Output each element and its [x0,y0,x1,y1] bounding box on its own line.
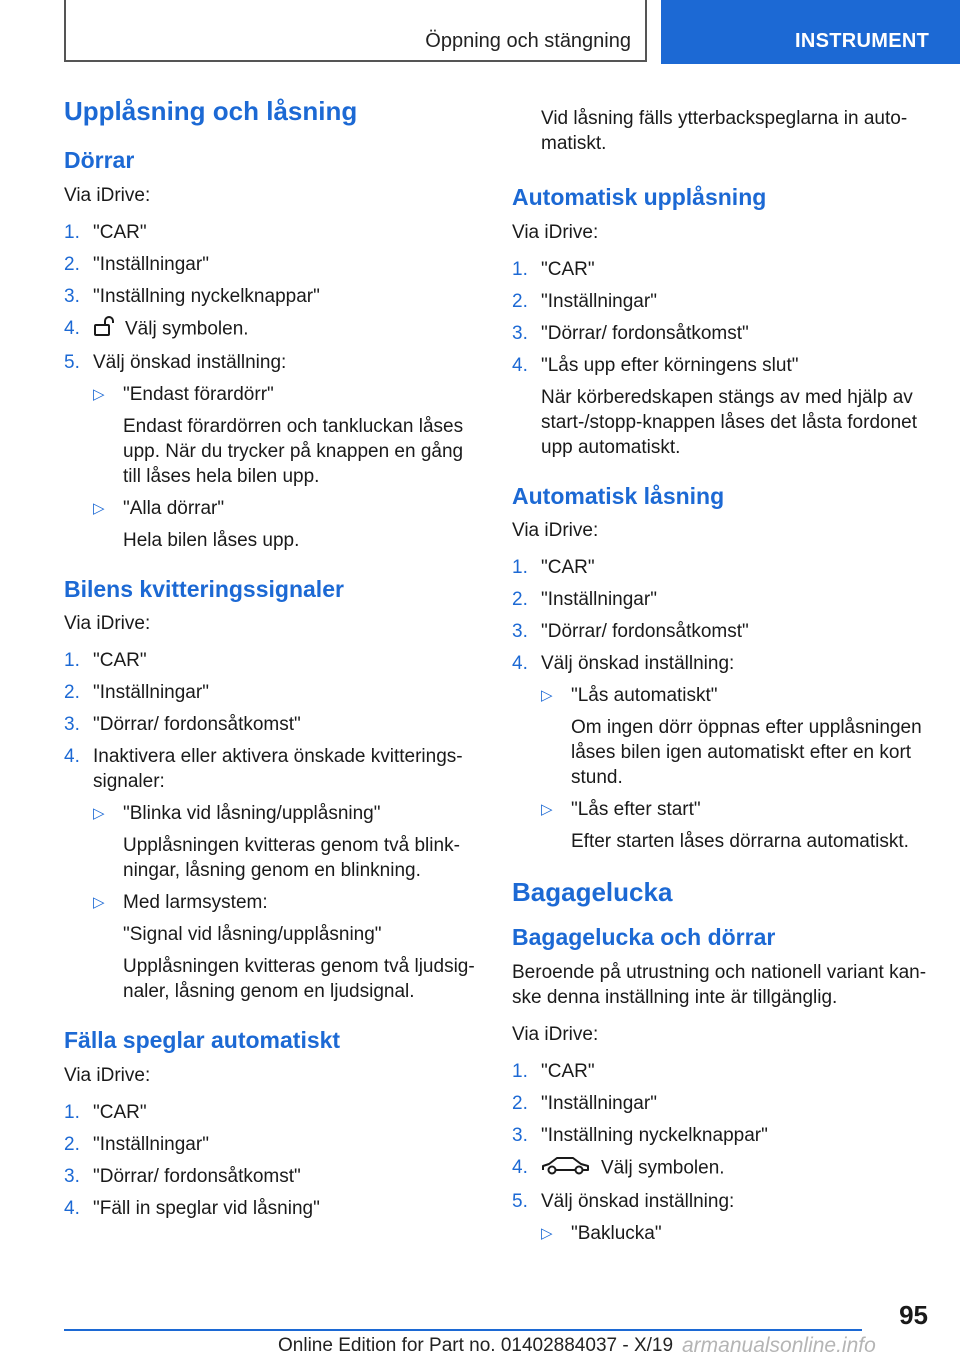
section-heading-auto-lasning: Automatisk låsning [512,482,725,509]
list-item [64,1164,480,1189]
car-icon [541,1155,591,1182]
list-item [64,1196,480,1221]
list-item [512,555,932,580]
step-text: Välj önskad inställning: [93,351,287,373]
list-item [512,1059,932,1084]
step-number: 4. [64,746,80,768]
list-item [64,744,480,1004]
step-note: När körberedskapen stängs av med hjälp av start-/stopp-knappen låses det låsta fordonet upp automatiskt. [541,386,918,458]
list-item [512,1155,932,1182]
right-column [512,106,932,1253]
chapter-tab[interactable]: INSTRUMENT [661,0,960,64]
section-heading-kvittering: Bilens kvitteringssignaler [64,575,344,602]
via-idrive: Via iDrive: [512,520,599,542]
option-item [541,683,932,790]
option-label: "Alla dörrar" [123,497,225,519]
step-text: "Inställningar" [93,682,209,704]
page-title: Upplåsning och låsning [64,96,358,126]
bullet-icon: ▷ [541,1224,553,1242]
page-number: 95 [899,1300,928,1330]
section-heading-auto-upplasning: Automatisk upplåsning [512,184,767,210]
list-item [64,1100,480,1125]
option-item [541,797,932,854]
step-number: 5. [512,1190,528,1212]
step-number: 2. [512,589,528,611]
list-item [64,284,480,309]
option-label: "Baklucka" [571,1222,662,1244]
section-heading-bagagelucka: Bagagelucka och dörrar [512,924,776,951]
via-idrive: Via iDrive: [64,184,151,206]
step-text: "CAR" [541,557,595,579]
step-number: 4. [64,1197,80,1219]
edition-text: Online Edition for Part no. 01402884037 - X/19 [278,1335,674,1356]
option-item [93,801,480,883]
option-item [93,890,480,1004]
steps-list [512,555,932,854]
via-idrive: Via iDrive: [64,1064,151,1086]
list-item [64,648,480,673]
step-number: 2. [64,1133,80,1155]
list-item [64,220,480,245]
step-text: Inaktivera eller aktivera önskade kvitteringssignaler: [93,746,463,793]
step-number: 2. [512,1092,528,1114]
steps-list [64,1100,480,1221]
step-number: 3. [64,714,80,736]
list-item [64,680,480,705]
option-desc: Efter starten låses dörrarna automatiskt. [571,831,909,853]
bullet-icon: ▷ [541,801,553,819]
left-column [64,96,480,1228]
step-text: "Dörrar/ fordonsåtkomst" [93,714,301,736]
step-number: 1. [512,1060,528,1082]
body-text: Beroende på utrustning och nationell variant kanske denna inställning inte är tillgänglig. [512,961,927,1008]
step-number: 3. [512,322,528,344]
bullet-icon: ▷ [93,894,105,912]
option-label: "Endast förardörr" [123,383,274,405]
list-item [512,1189,932,1246]
list-item [512,321,932,346]
step-text: "Dörrar/ fordonsåtkomst" [541,621,749,643]
step-number: 5. [64,351,80,373]
via-idrive: Via iDrive: [512,1023,599,1045]
list-item [64,252,480,277]
step-text: Välj önskad inställning: [541,1190,735,1212]
header-frame [64,0,647,62]
step-number: 4. [512,653,528,675]
step-text: "Inställningar" [93,253,209,275]
option-label: "Lås efter start" [571,799,701,821]
list-item [512,289,932,314]
via-idrive: Via iDrive: [512,221,599,243]
step-number: 3. [512,1124,528,1146]
step-text: "Dörrar/ fordonsåtkomst" [541,322,749,344]
step-text: "Inställningar" [541,1092,657,1114]
step-text: "Dörrar/ fordonsåtkomst" [93,1165,301,1187]
footer-divider [64,1329,862,1331]
step-number: 1. [512,557,528,579]
list-item [512,619,932,644]
list-item [64,350,480,553]
step-text: "CAR" [541,1060,595,1082]
bullet-icon: ▷ [93,499,105,517]
step-text: "Inställningar" [541,290,657,312]
option-item [541,1221,932,1246]
list-item [512,353,932,460]
option-desc: "Signal vid låsning/upplåsning" [123,924,382,946]
step-number: 4. [64,317,80,339]
list-item [64,712,480,737]
list-item [64,316,480,343]
step-text: "CAR" [93,221,147,243]
watermark: armanualsonline.info [682,1334,876,1357]
list-item [64,1132,480,1157]
step-text: "Inställningar" [541,589,657,611]
step-text: "CAR" [541,258,595,280]
option-desc: Upplåsningen kvitteras genom två blinkningar, låsning genom en blinkning. [123,835,460,882]
list-item [512,257,932,282]
step-number: 3. [64,1165,80,1187]
section-heading-speglar: Fälla speglar automatiskt [64,1027,341,1054]
steps-list [512,1059,932,1246]
unlock-icon [93,316,115,343]
step-text: "Lås upp efter körningens slut" [541,354,799,376]
step-number: 4. [512,1156,528,1178]
step-number: 2. [64,682,80,704]
step-text: "CAR" [93,1101,147,1123]
bullet-icon: ▷ [93,805,105,823]
option-label: "Blinka vid låsning/upplåsning" [123,803,381,825]
list-item [512,1091,932,1116]
via-idrive: Via iDrive: [64,613,151,635]
option-label: "Lås automatiskt" [571,685,718,707]
steps-list [64,220,480,553]
step-text: Välj symbolen. [601,1157,725,1179]
steps-list [512,257,932,460]
option-desc: Endast förardörren och tankluckan låses upp. När du trycker på knappen en gång till låses hela bilen upp. [123,415,464,487]
section-heading-dorrar: Dörrar [64,147,135,174]
step-number: 1. [64,650,80,672]
option-desc: Om ingen dörr öppnas efter upplåsningen låses bilen igen automatiskt efter en kort stund. [571,717,922,789]
option-desc: Upplåsningen kvitteras genom två ljudsignaler, låsning genom en ljudsignal. [123,956,475,1003]
step-number: 1. [64,221,80,243]
option-desc: Hela bilen låses upp. [123,529,300,551]
step-text: "Fäll in speglar vid låsning" [93,1197,320,1219]
step-number: 1. [512,258,528,280]
step-text: "Inställningar" [93,1133,209,1155]
step-number: 4. [512,354,528,376]
step-text: Välj symbolen. [125,318,249,340]
step-number: 3. [64,285,80,307]
list-item [512,587,932,612]
step-number: 1. [64,1101,80,1123]
option-item [93,496,480,553]
steps-list [64,648,480,1004]
bullet-icon: ▷ [93,385,105,403]
option-label: Med larmsystem: [123,892,268,914]
step-text: "Inställning nyckelknappar" [93,285,320,307]
section-title: Öppning och stängning [425,30,631,52]
list-item [512,651,932,854]
option-item [93,382,480,489]
step-number: 3. [512,621,528,643]
section-title-bagagelucka: Bagagelucka [512,877,673,908]
step-number: 2. [64,253,80,275]
list-item [512,1123,932,1148]
step-text: "Inställning nyckelknappar" [541,1124,768,1146]
intro-text: Vid låsning fälls ytterbackspeglarna in automatiskt. [541,108,908,154]
step-text: Välj önskad inställning: [541,653,735,675]
bullet-icon: ▷ [541,687,553,705]
step-text: "CAR" [93,650,147,672]
step-number: 2. [512,290,528,312]
